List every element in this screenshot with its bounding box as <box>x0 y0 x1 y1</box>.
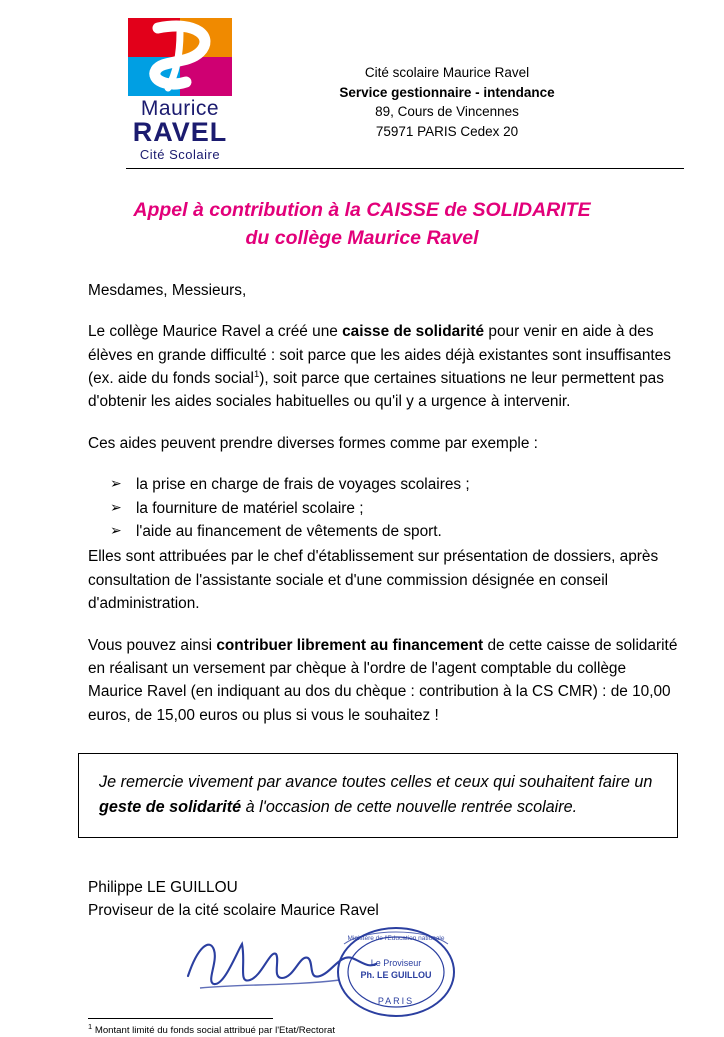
letterhead <box>0 0 724 162</box>
footnote-body: Montant limité du fonds social attribué par l'Etat/Rectorat <box>92 1024 336 1036</box>
stamp-line-3: PARIS <box>377 995 415 1006</box>
paragraph-contribution <box>88 634 678 728</box>
header-divider <box>126 168 684 169</box>
thanks-text-c: à l'occasion de cette nouvelle rentrée scolaire. <box>241 798 578 817</box>
paragraph-aid-forms-intro: Ces aides peuvent prendre diverses formes comme par exemple : <box>88 434 538 452</box>
logo-name-line1: Maurice <box>140 97 220 120</box>
para4-text-a: Vous pouvez ainsi <box>88 636 217 654</box>
logo-swirl-icon <box>128 18 232 96</box>
address-line-service: Service gestionnaire - intendance <box>339 84 555 100</box>
logo-mark-icon <box>128 18 232 96</box>
address-line-school: Cité scolaire Maurice Ravel <box>364 65 530 80</box>
footnote-divider <box>88 1018 273 1019</box>
logo-subtitle: Cité Scolaire <box>139 147 221 163</box>
para1-emphasis: caisse de solidarité <box>342 323 485 341</box>
stamp-line-2: Ph. LE GUILLOU <box>360 969 432 980</box>
para1-text-a: Le collège Maurice Ravel a créé une <box>88 323 343 341</box>
footnote-block <box>88 1018 678 1037</box>
list-item: ➢ l'aide au financement de vêtements de sport. <box>110 520 678 543</box>
document-title <box>60 197 664 252</box>
school-logo <box>120 18 240 162</box>
signatory-role: Proviseur de la cité scolaire Maurice Ravel <box>88 901 379 919</box>
thanks-emphasis: geste de solidarité <box>99 798 242 817</box>
list-item: ➢ la prise en charge de frais de voyages scolaires ; <box>110 473 678 496</box>
aid-forms-list <box>88 473 678 543</box>
signature-area <box>88 922 678 1018</box>
stamp-line-1: Le Proviseur <box>370 957 422 968</box>
svg-text:Ministère de l'Education natio: Ministère de l'Education nationale <box>347 934 445 942</box>
thanks-text-a: Je remercie vivement par avance toutes celles et ceux qui souhaitent faire un <box>99 773 653 792</box>
footnote-marker: 1 <box>88 1021 93 1031</box>
signatory-name: Philippe LE GUILLOU <box>88 878 238 896</box>
signature-block <box>88 876 678 1018</box>
letter-body <box>88 279 678 728</box>
list-item: ➢ la fourniture de matériel scolaire ; <box>110 497 678 520</box>
official-stamp-icon <box>326 922 466 1022</box>
address-line-street: 89, Cours de Vincennes <box>375 104 519 120</box>
title-line-2: du collège Maurice Ravel <box>245 227 479 250</box>
logo-name-line2: RAVEL <box>132 117 228 148</box>
footnote-text <box>88 1022 678 1037</box>
sender-address-block <box>240 18 684 141</box>
title-line-1: Appel à contribution à la CAISSE de SOLIDARITE <box>133 199 591 222</box>
para4-emphasis: contribuer librement au financement <box>216 636 484 654</box>
address-line-city: 75971 PARIS Cedex 20 <box>375 123 519 139</box>
para4-text-c: de cette caisse de solidarité en réalisant un versement par chèque à l'ordre de l'agent comptable du collège Maurice Ravel (en indiquant au dos du chèque : contribution à la CS CMR) : de 10,00 euros, de 15,00 euros ou plus si vous le souhaitez ! <box>88 636 678 724</box>
thanks-box <box>78 753 678 837</box>
salutation: Mesdames, Messieurs, <box>88 281 247 299</box>
para1-text-c: pour venir en aide à des élèves en grande difficulté : soit parce que les aides déjà existantes sont insuffisantes (ex. aide du fonds social <box>88 323 671 387</box>
paragraph-solidarity-fund <box>88 320 678 414</box>
para1-text-d: ), soit parce que certaines situations ne leur permettent pas d'obtenir les aides sociales habituelles ou qu'il y a urgence à intervenir. <box>88 370 664 411</box>
footnote-reference: 1 <box>253 368 260 380</box>
paragraph-attribution-process: Elles sont attribuées par le chef d'établissement sur présentation de dossiers, après consultation de l'assistante sociale et d'une commission désignée en conseil d'administration. <box>88 548 659 613</box>
